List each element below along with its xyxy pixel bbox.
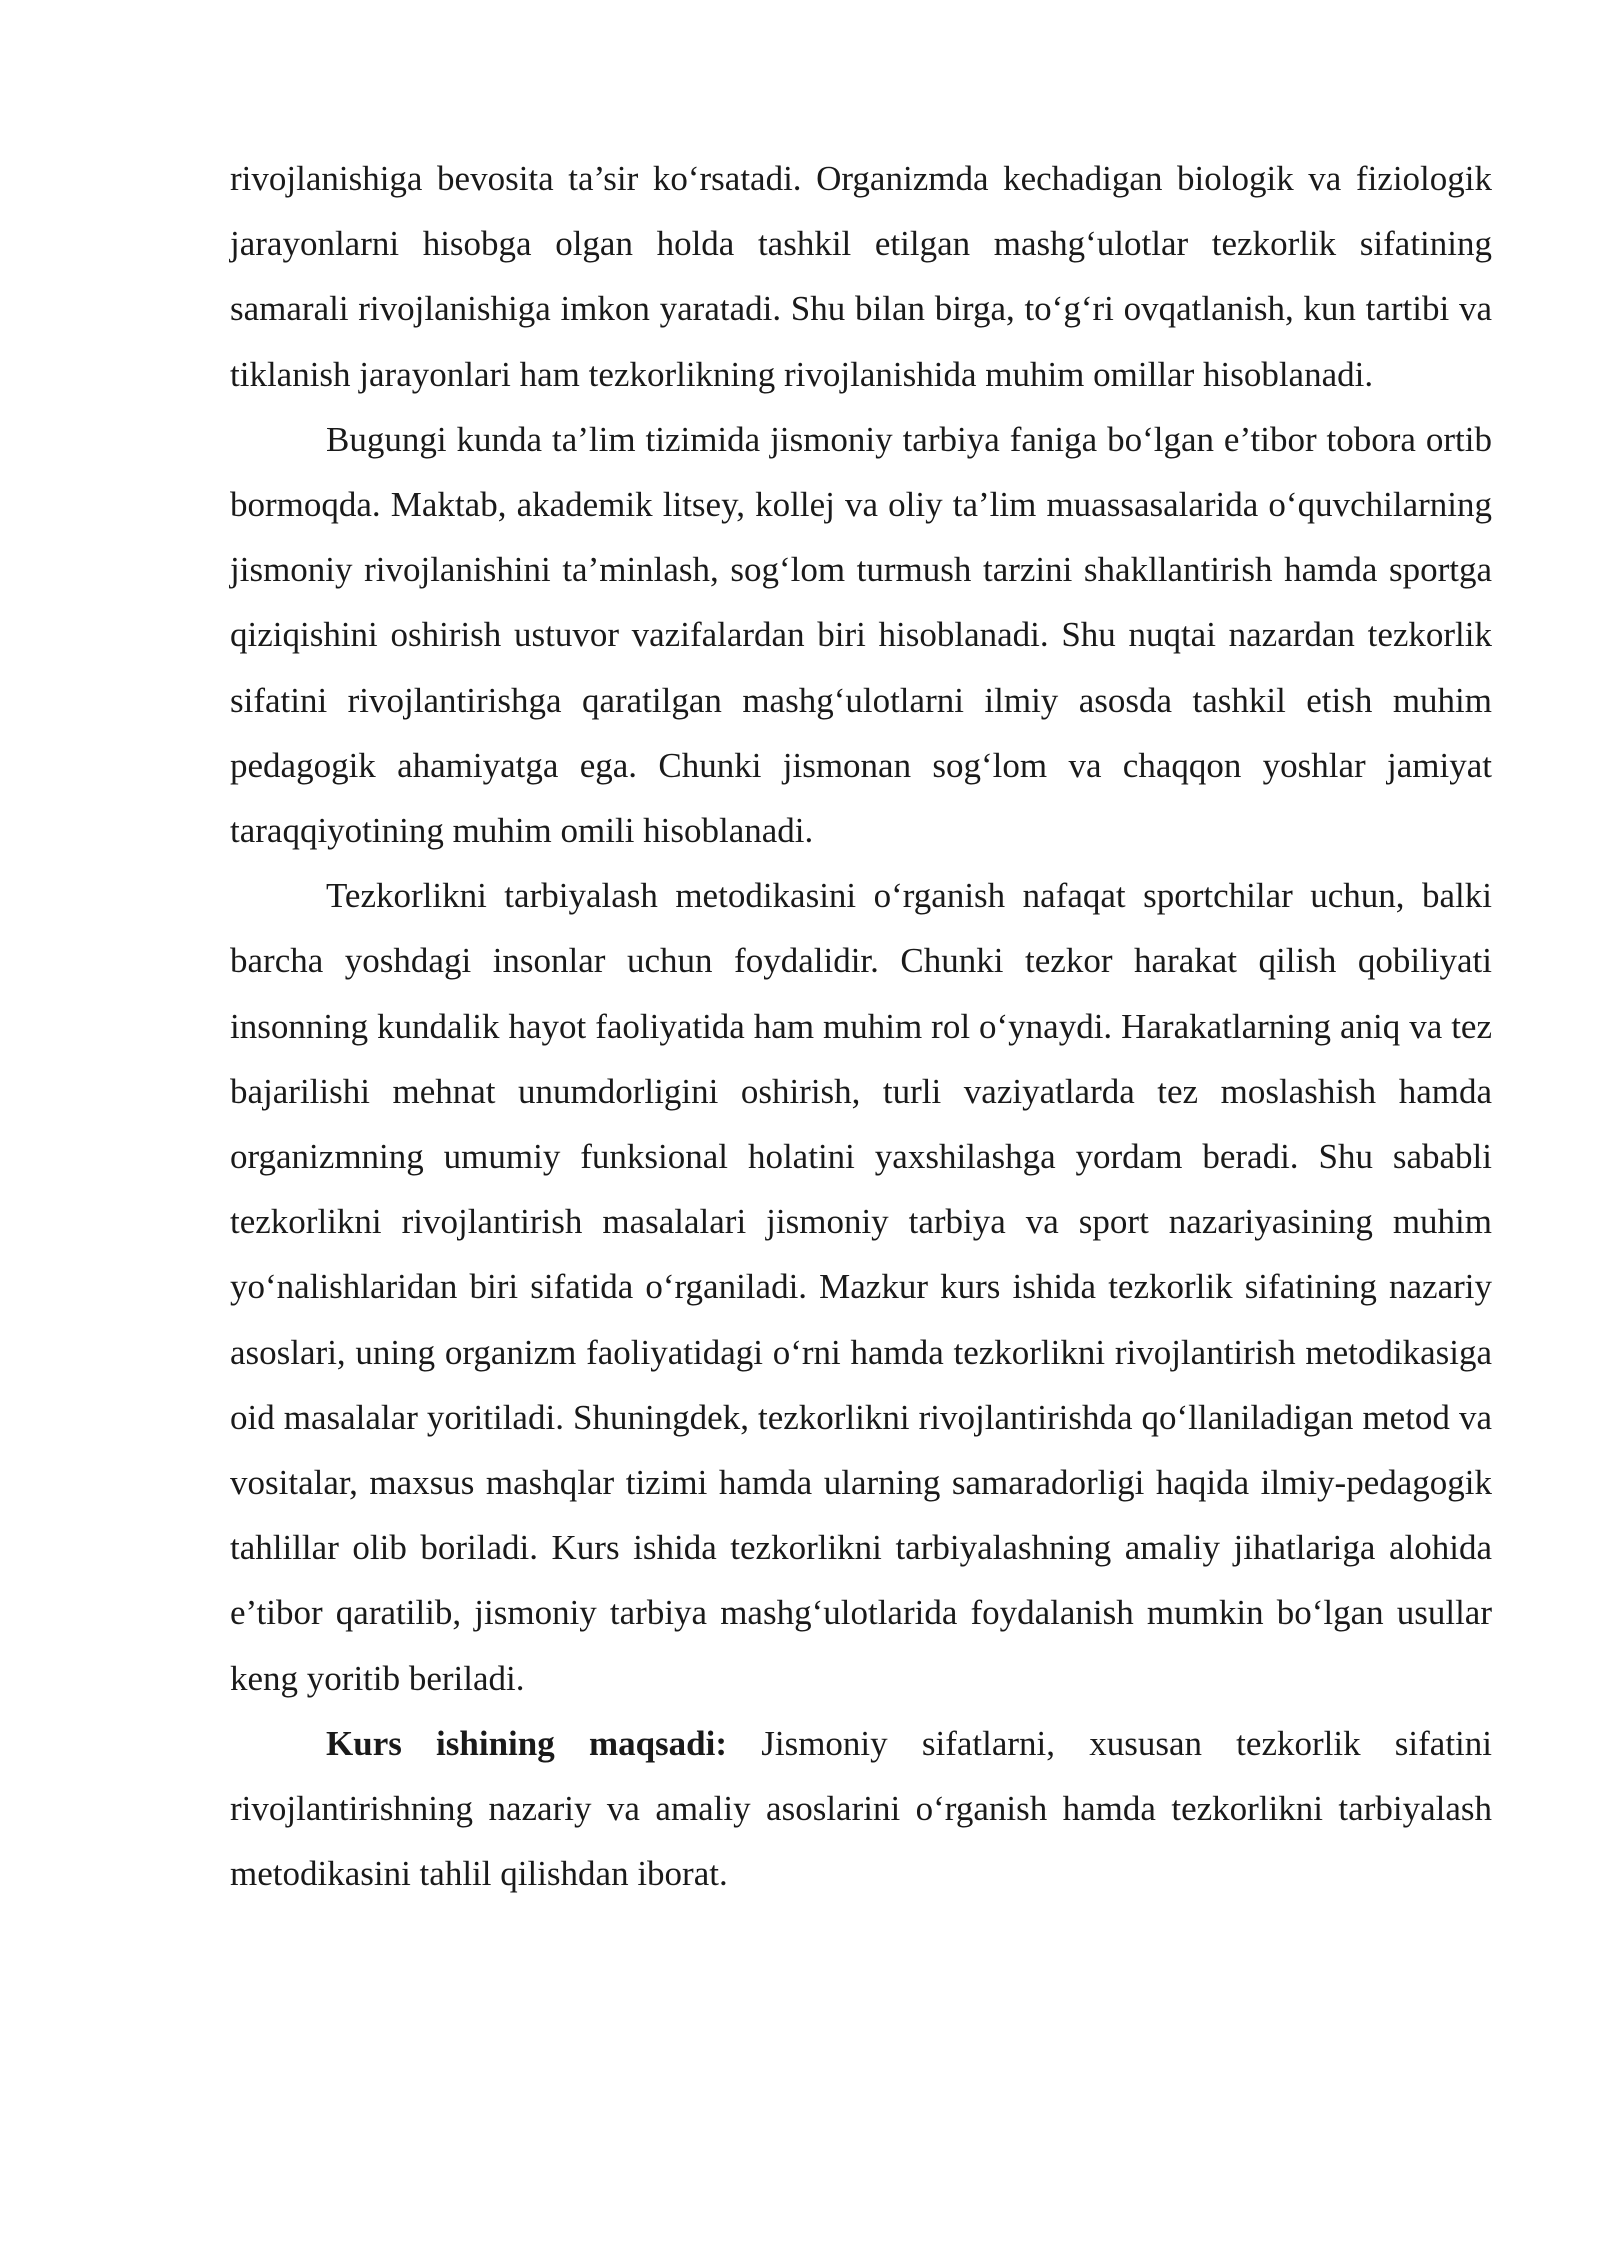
document-body: [230, 146, 1492, 1906]
paragraph-goal: [230, 1711, 1492, 1907]
goal-text: Jismoniy sifatlarni, xususan tezkorlik sifatini rivojlantirishning nazariy va amaliy asoslarini o‘rganish hamda tezkorlikni tarbiyalash metodikasini tahlil qilishdan iborat.: [230, 1723, 1492, 1894]
paragraph-3: Tezkorlikni tarbiyalash metodikasini o‘rganish nafaqat sportchilar uchun, balki barcha yoshdagi insonlar uchun foydalidir. Chunki tezkor harakat qilish qobiliyati insonning kundalik hayot faoliyatida ham muhim rol o‘ynaydi. Harakatlarning aniq va tez bajarilishi mehnat unumdorligini oshirish, turli vaziyatlarda tez moslashish hamda organizmning umumiy funksional holatini yaxshilashga yordam beradi. Shu sababli tezkorlikni rivojlantirish masalalari jismoniy tarbiya va sport nazariyasining muhim yo‘nalishlaridan biri sifatida o‘rganiladi. Mazkur kurs ishida tezkorlik sifatining nazariy asoslari, uning organizm faoliyatidagi o‘rni hamda tezkorlikni rivojlantirish metodikasiga oid masalalar yoritiladi. Shuningdek, tezkorlikni rivojlantirishda qo‘llaniladigan metod va vositalar, maxsus mashqlar tizimi hamda ularning samaradorligi haqida ilmiy-pedagogik tahlillar olib boriladi. Kurs ishida tezkorlikni tarbiyalashning amaliy jihatlariga alohida e’tibor qaratilib, jismoniy tarbiya mashg‘ulotlarida foydalanish mumkin bo‘lgan usullar keng yoritib beriladi.: [230, 876, 1492, 1698]
goal-label: Kurs ishining maqsadi:: [326, 1723, 728, 1763]
paragraph-1: rivojlanishiga bevosita ta’sir ko‘rsatadi. Organizmda kechadigan biologik va fiziologik jarayonlarni hisobga olgan holda tashkil etilgan mashg‘ulotlar tezkorlik sifatining samarali rivojlanishiga imkon yaratadi. Shu bilan birga, to‘g‘ri ovqatlanish, kun tartibi va tiklanish jarayonlari ham tezkorlikning rivojlanishida muhim omillar hisoblanadi.: [230, 159, 1492, 394]
paragraph-2: Bugungi kunda ta’lim tizimida jismoniy tarbiya faniga bo‘lgan e’tibor tobora ortib bormoqda. Maktab, akademik litsey, kollej va oliy ta’lim muassasalarida o‘quvchilarning jismoniy rivojlanishini ta’minlash, sog‘lom turmush tarzini shakllantirish hamda sportga qiziqishini oshirish ustuvor vazifalardan biri hisoblanadi. Shu nuqtai nazardan tezkorlik sifatini rivojlantirishga qaratilgan mashg‘ulotlarni ilmiy asosda tashkil etish muhim pedagogik ahamiyatga ega. Chunki jismonan sog‘lom va chaqqon yoshlar jamiyat taraqqiyotining muhim omili hisoblanadi.: [230, 419, 1492, 851]
